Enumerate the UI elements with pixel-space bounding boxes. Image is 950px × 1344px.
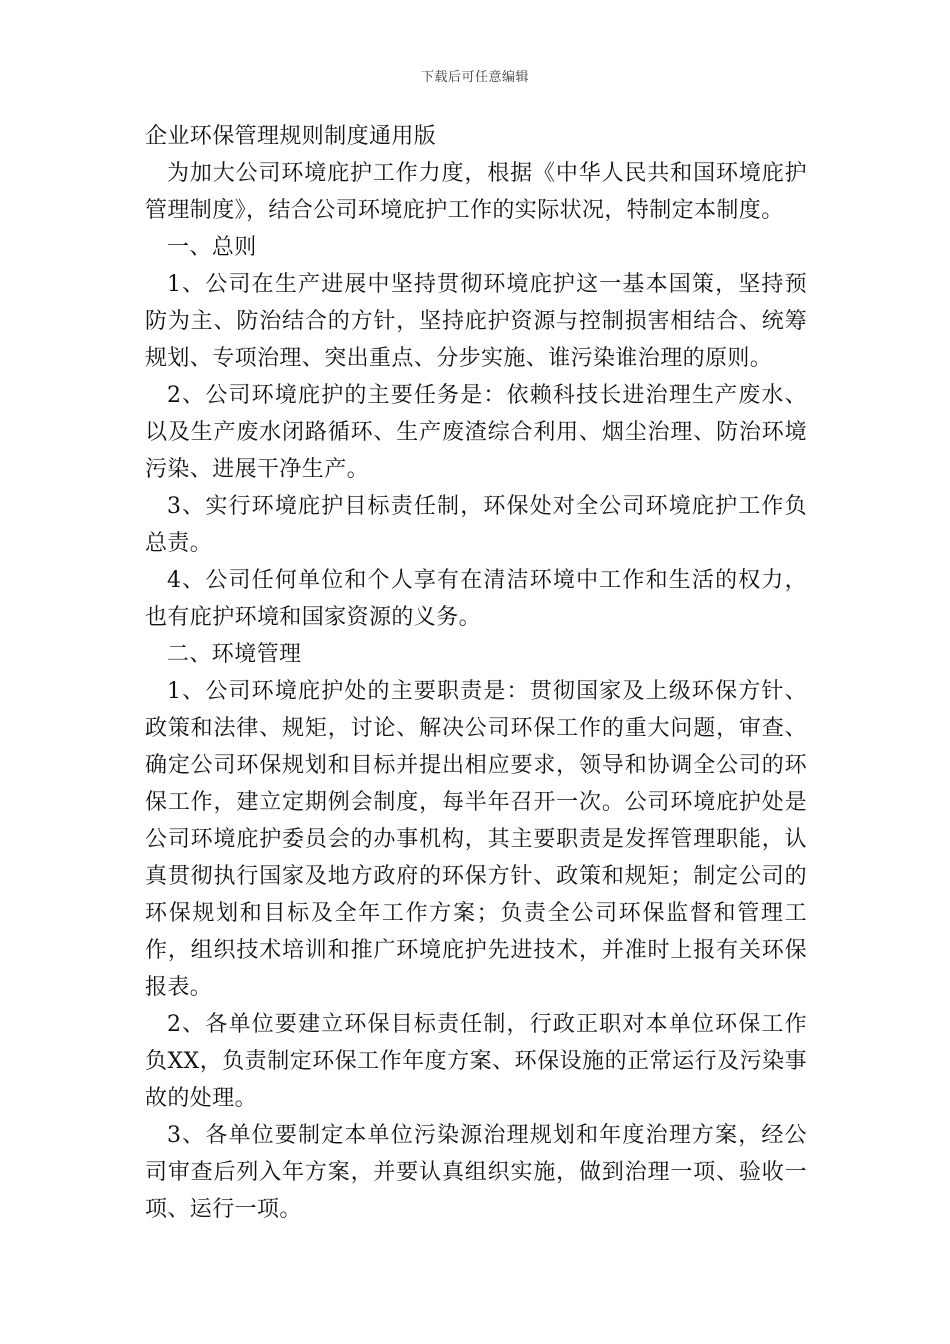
section2-item-1: 1、公司环境庇护处的主要职责是：贯彻国家及上级环保方针、政策和法律、规矩，讨论、解决公司环保工作的重大问题，审查、确定公司环保规划和目标并提出相应要求，领导和协调全公司的环保工作，建立定期例会制度，每半年召开一次。公司环境庇护处是公司环境庇护委员会的办事机构，其主要职责是发挥管理职能，认真贯彻执行国家及地方政府的环保方针、政策和规矩；制定公司的环保规划和目标及全年工作方案；负责全公司环保监督和管理工作，组织技术培训和推广环境庇护先进技术，并准时上报有关环保报表。 <box>145 679 807 1000</box>
section1-item-3: 3、实行环境庇护目标责任制，环保处对全公司环境庇护工作负总责。 <box>145 494 807 556</box>
section2-item-2: 2、各单位要建立环保目标责任制，行政正职对本单位环保工作负XX，负责制定环保工作年度方案、环保设施的正常运行及污染事故的处理。 <box>145 1012 807 1111</box>
section1-item-1: 1、公司在生产进展中坚持贯彻环境庇护这一基本国策，坚持预防为主、防治结合的方针，坚持庇护资源与控制损害相结合、统筹规划、专项治理、突出重点、分步实施、谁污染谁治理的原则。 <box>145 272 807 371</box>
section2-item-3: 3、各单位要制定本单位污染源治理规划和年度治理方案，经公司审查后列入年方案，并要认真组织实施，做到治理一项、验收一项、运行一项。 <box>145 1123 807 1222</box>
section1-item-4: 4、公司任何单位和个人享有在清洁环境中工作和生活的权力，也有庇护环境和国家资源的义务。 <box>145 568 807 630</box>
section-heading-management: 二、环境管理 <box>167 642 302 667</box>
intro-paragraph: 为加大公司环境庇护工作力度，根据《中华人民共和国环境庇护管理制度》，结合公司环境庇护工作的实际状况，特制定本制度。 <box>145 161 807 223</box>
section-heading-general: 一、总则 <box>167 235 257 260</box>
document-title: 企业环保管理规则制度通用版 <box>145 124 437 149</box>
section1-item-2: 2、公司环境庇护的主要任务是：依赖科技长进治理生产废水、以及生产废水闭路循环、生产废渣综合利用、烟尘治理、防治环境污染、进展干净生产。 <box>145 383 807 482</box>
header-note: 下载后可任意编辑 <box>420 70 529 85</box>
document-body <box>145 118 807 1228</box>
